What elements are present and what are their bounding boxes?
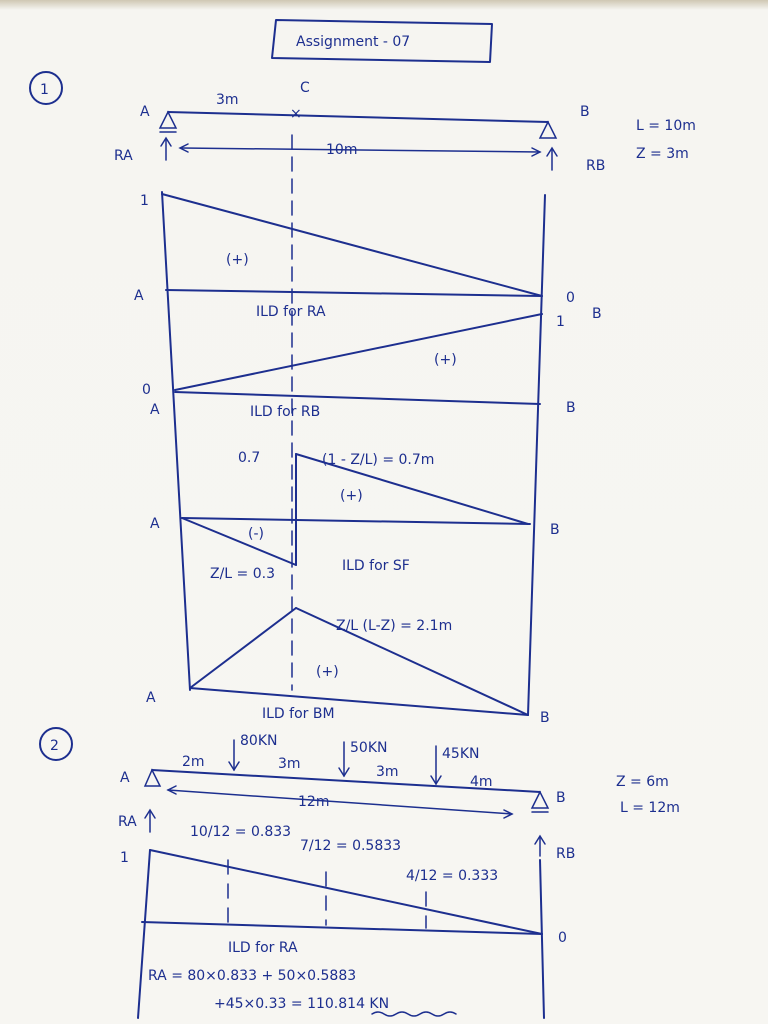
left-frame-line xyxy=(162,192,190,690)
problem-1-number xyxy=(30,72,62,104)
label-3m: 3m xyxy=(216,92,239,108)
svg-text:1: 1 xyxy=(40,82,49,98)
ild-ra2-zero: 0 xyxy=(558,930,567,946)
ild-rb-A: A xyxy=(150,402,160,418)
load-1: 80KN xyxy=(240,733,278,749)
ild-bm-peak-formula: Z/L (L-Z) = 2.1m xyxy=(336,618,453,634)
ild-ra-sign: (+) xyxy=(226,252,249,268)
ild-ra-right-value: 0 xyxy=(566,290,575,306)
load-2: 50KN xyxy=(350,740,388,756)
svg-text:2: 2 xyxy=(50,738,59,754)
label-B: B xyxy=(580,104,590,120)
given-Z: Z = 3m xyxy=(636,146,689,162)
label-10m: 10m xyxy=(326,142,358,158)
ordinate-2: 7/12 = 0.5833 xyxy=(300,838,402,854)
calc-line-1: RA = 80×0.833 + 50×0.5883 xyxy=(148,968,357,984)
calc-line-2: +45×0.33 = 110.814 KN xyxy=(214,996,390,1012)
ild-sf-neg-formula: Z/L = 0.3 xyxy=(210,566,276,582)
ild-rb-left-value: 0 xyxy=(142,382,151,398)
ild-bm-caption: ILD for BM xyxy=(262,706,335,722)
spacing-1: 2m xyxy=(182,754,205,770)
ild-ra2-one: 1 xyxy=(120,850,129,866)
ild-sf-diagram xyxy=(182,454,530,565)
label-A: A xyxy=(140,104,150,120)
label-RB: RB xyxy=(586,158,606,174)
ild-sf-caption: ILD for SF xyxy=(342,558,410,574)
ild-rb-right-value: 1 xyxy=(556,314,565,330)
ild-ra-caption: ILD for RA xyxy=(256,304,326,320)
ild-ra-A: A xyxy=(134,288,144,304)
ild-ra-left-value: 1 xyxy=(140,193,149,209)
ild-ra-diagram xyxy=(162,194,542,296)
label-RA: RA xyxy=(114,148,133,164)
ild-sf-pos-value: 0.7 xyxy=(238,450,261,466)
ild-bm-A: A xyxy=(146,690,156,706)
span-label: 12m xyxy=(298,794,330,810)
ild-rb-diagram xyxy=(175,314,542,404)
ordinate-3: 4/12 = 0.333 xyxy=(406,868,499,884)
spacing-4: 4m xyxy=(470,774,493,790)
spacing-3: 3m xyxy=(376,764,399,780)
ild-ra-B: B xyxy=(592,306,602,322)
assignment-title: Assignment - 07 xyxy=(296,34,411,50)
answer-underline xyxy=(372,1012,456,1016)
given-L2: L = 12m xyxy=(620,800,680,816)
label-C: C xyxy=(300,80,310,96)
beam2-RA: RA xyxy=(118,814,137,830)
svg-text:×: × xyxy=(290,106,302,122)
ild-sf-A: A xyxy=(150,516,160,532)
given-Z2: Z = 6m xyxy=(616,774,669,790)
load-3: 45KN xyxy=(442,746,480,762)
ild-rb-sign: (+) xyxy=(434,352,457,368)
beam2-A: A xyxy=(120,770,130,786)
problem-2-number xyxy=(40,728,72,760)
beam2-RB: RB xyxy=(556,846,576,862)
ild-sf-neg-sign: (-) xyxy=(248,526,264,542)
ild-bm-B: B xyxy=(540,710,550,726)
ild-ra2-caption: ILD for RA xyxy=(228,940,298,956)
ild-rb-caption: ILD for RB xyxy=(250,404,321,420)
spacing-2: 3m xyxy=(278,756,301,772)
ild-bm-sign: (+) xyxy=(316,664,339,680)
ordinate-1: 10/12 = 0.833 xyxy=(190,824,292,840)
ild-sf-pos-formula: (1 - Z/L) = 0.7m xyxy=(322,452,435,468)
title-box xyxy=(272,20,492,62)
right-frame-line xyxy=(528,195,545,715)
beam2-B: B xyxy=(556,790,566,806)
ild-rb-B: B xyxy=(566,400,576,416)
ild-sf-pos-sign: (+) xyxy=(340,488,363,504)
ild-sf-B: B xyxy=(550,522,560,538)
given-L: L = 10m xyxy=(636,118,696,134)
